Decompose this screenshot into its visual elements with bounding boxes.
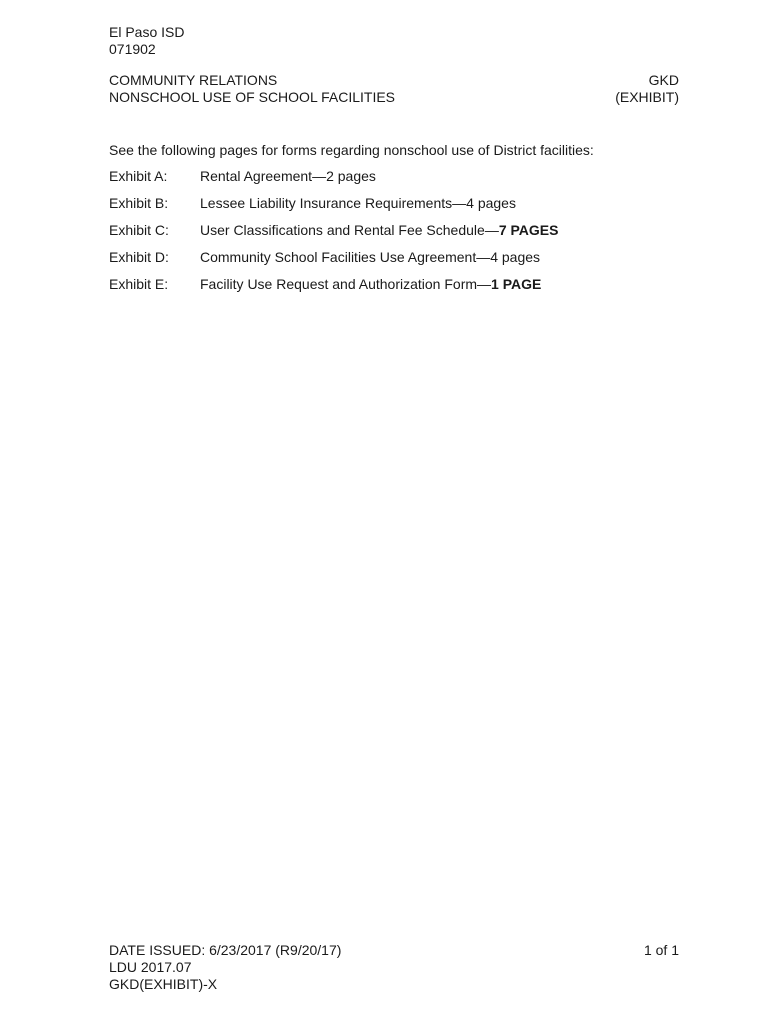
exhibit-title: Community School Facilities Use Agreement—4 pages xyxy=(200,249,541,265)
section-title: COMMUNITY RELATIONS xyxy=(109,72,278,88)
section-subtitle: NONSCHOOL USE OF SCHOOL FACILITIES xyxy=(109,89,396,105)
exhibit-title: Rental Agreement—2 pages xyxy=(200,168,376,184)
organization-name: El Paso ISD xyxy=(109,24,185,40)
policy-type: (EXHIBIT) xyxy=(615,89,679,105)
exhibit-item xyxy=(109,249,558,276)
exhibit-item xyxy=(109,195,558,222)
document-header xyxy=(109,24,184,58)
exhibit-list xyxy=(109,168,558,303)
exhibit-label: Exhibit E: xyxy=(109,276,169,292)
exhibit-title: Facility Use Request and Authorization Form— xyxy=(200,276,492,292)
ldu-number: LDU 2017.07 xyxy=(109,959,192,975)
exhibit-description xyxy=(200,195,516,222)
intro-text: See the following pages for forms regarding nonschool use of District facilities: xyxy=(109,142,594,158)
exhibit-emphasis: 1 PAGE xyxy=(491,276,542,292)
document-footer xyxy=(109,942,679,993)
exhibit-label: Exhibit A: xyxy=(109,168,168,184)
document-id: GKD(EXHIBIT)-X xyxy=(109,976,218,992)
exhibit-emphasis: 7 PAGES xyxy=(498,222,559,238)
exhibit-title: Lessee Liability Insurance Requirements—4 pages xyxy=(200,195,516,211)
exhibit-description xyxy=(200,168,376,195)
section-header xyxy=(109,72,679,106)
exhibit-description xyxy=(200,276,541,303)
section-title-group xyxy=(109,72,395,106)
policy-code-group xyxy=(615,72,679,106)
exhibit-item xyxy=(109,276,558,303)
footer-info xyxy=(109,942,341,993)
exhibit-description xyxy=(200,249,540,276)
page-number: 1 of 1 xyxy=(643,942,679,958)
organization-code: 071902 xyxy=(109,41,156,57)
date-issued: DATE ISSUED: 6/23/2017 (R9/20/17) xyxy=(109,942,342,958)
exhibit-item xyxy=(109,168,558,195)
exhibit-label: Exhibit C: xyxy=(109,222,169,238)
exhibit-label: Exhibit B: xyxy=(109,195,169,211)
exhibit-description xyxy=(200,222,558,249)
exhibit-label: Exhibit D: xyxy=(109,249,169,265)
policy-code: GKD xyxy=(648,72,679,88)
exhibit-item xyxy=(109,222,558,249)
exhibit-title: User Classifications and Rental Fee Schedule— xyxy=(200,222,499,238)
